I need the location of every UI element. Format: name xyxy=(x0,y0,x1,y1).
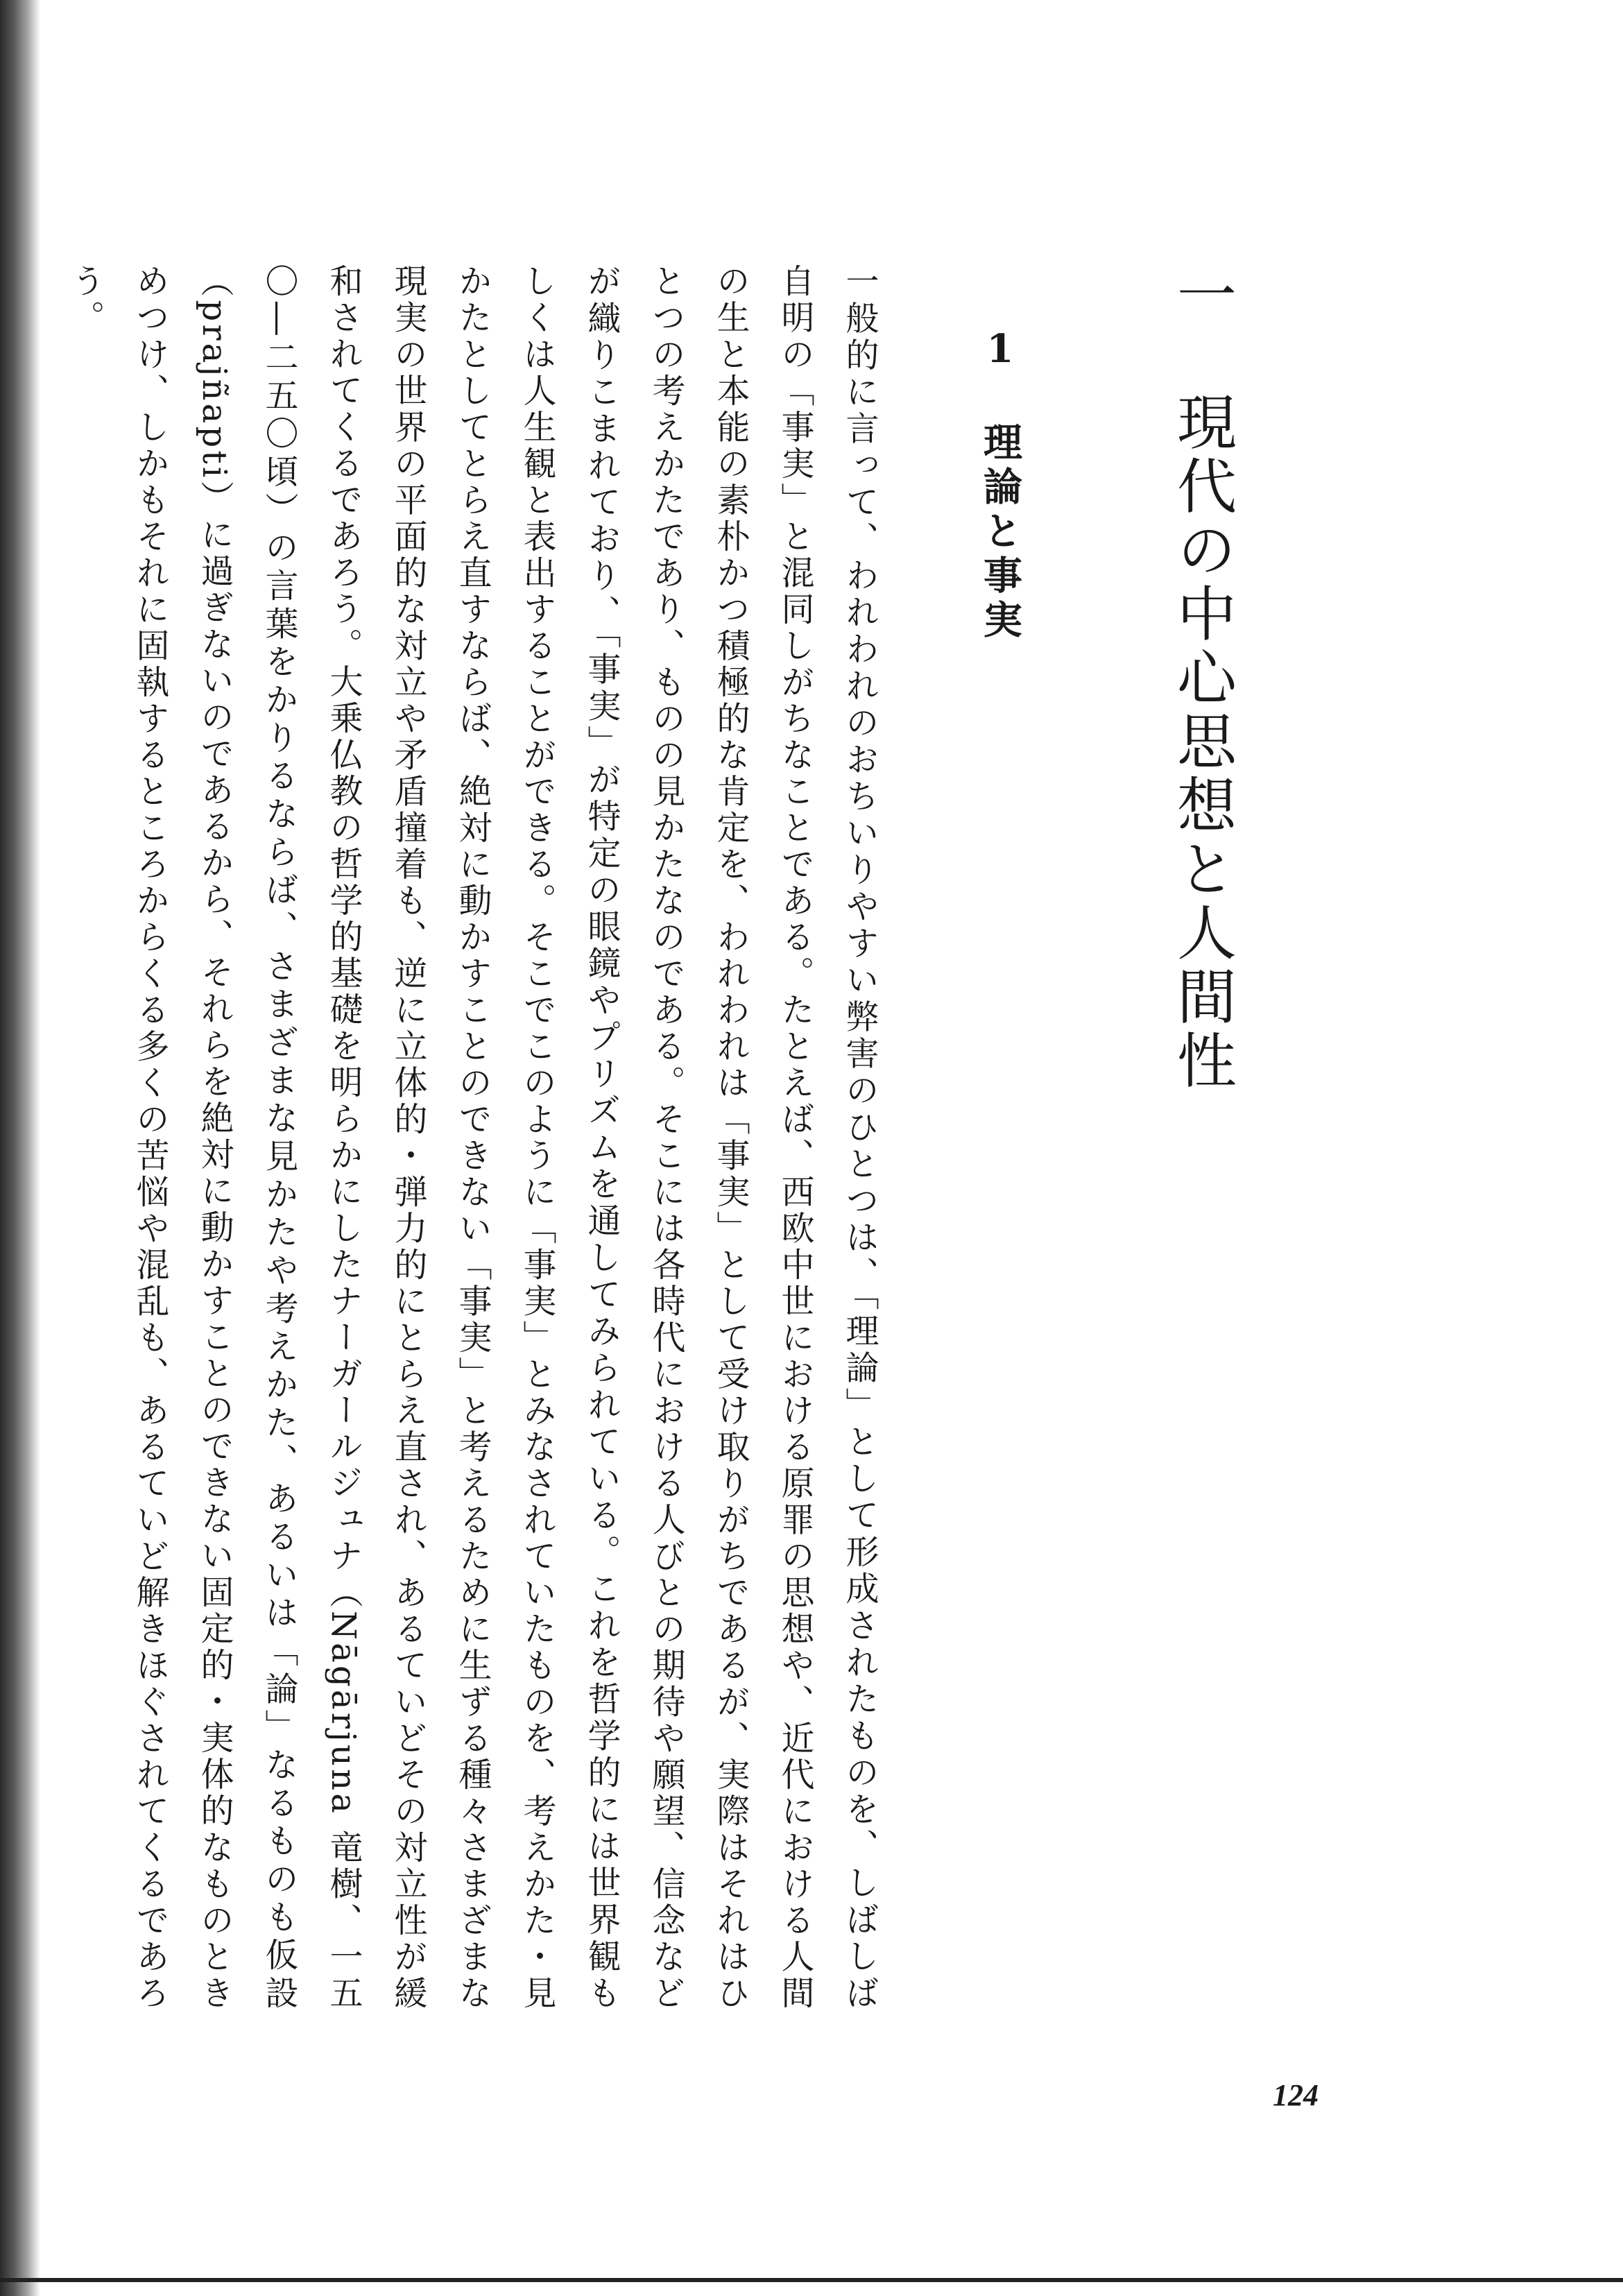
body-paragraph: 一般的に言って、われわれのおちいりやすい弊害のひとつは、「理論」として形成されたものを、しばしば自明の「事実」と混同しがちなことである。たとえば、西欧中世における原罪の思想や、近代における人間の生と本能の素朴かつ積極的な肯定を、われわれは「事実」として受け取りがちであるが、実際はそれはひとつの考えかたであり、ものの見かたなのである。そこには各時代における人びとの期待や願望、信念などが織りこまれており、「事実」が特定の眼鏡やプリズムを通してみられている。これを哲学的には世界観もしくは人生観と表出することができる。そこでこのように「事実」とみなされていたものを、考えかた・見かたとしてとらえ直すならば、絶対に動かすことのできない「事実」と考えるために生ずる種々さまざまな現実の世界の平面的な対立や矛盾撞着も、逆に立体的・弾力的にとらえ直され、あるていどその対立性が緩和されてくるであろう。大乗仏教の哲学的基礎を明らかにしたナーガールジュナ（Nāgārjuna 竜樹、一五〇―二五〇頃）の言葉をかりるならば、さまざまな見かたや考えかた、あるいは「論」なるものも仮設（prajñapti）に過ぎないのであるから、それらを絶対に動かすことのできない固定的・実体的なものときめつけ、しかもそれに固執するところからくる多くの苦悩や混乱も、あるていど解きほぐされてくるであろう。 xyxy=(66,264,879,2012)
bottom-divider xyxy=(0,2278,1623,2282)
body-text xyxy=(66,264,891,2012)
page-number: 124 xyxy=(1273,2078,1319,2112)
spine-shadow xyxy=(0,0,40,2296)
section-title: 1 理論と事実 xyxy=(977,326,1023,644)
chapter-title: 一 現代の中心思想と人間性 xyxy=(1167,264,1236,1093)
